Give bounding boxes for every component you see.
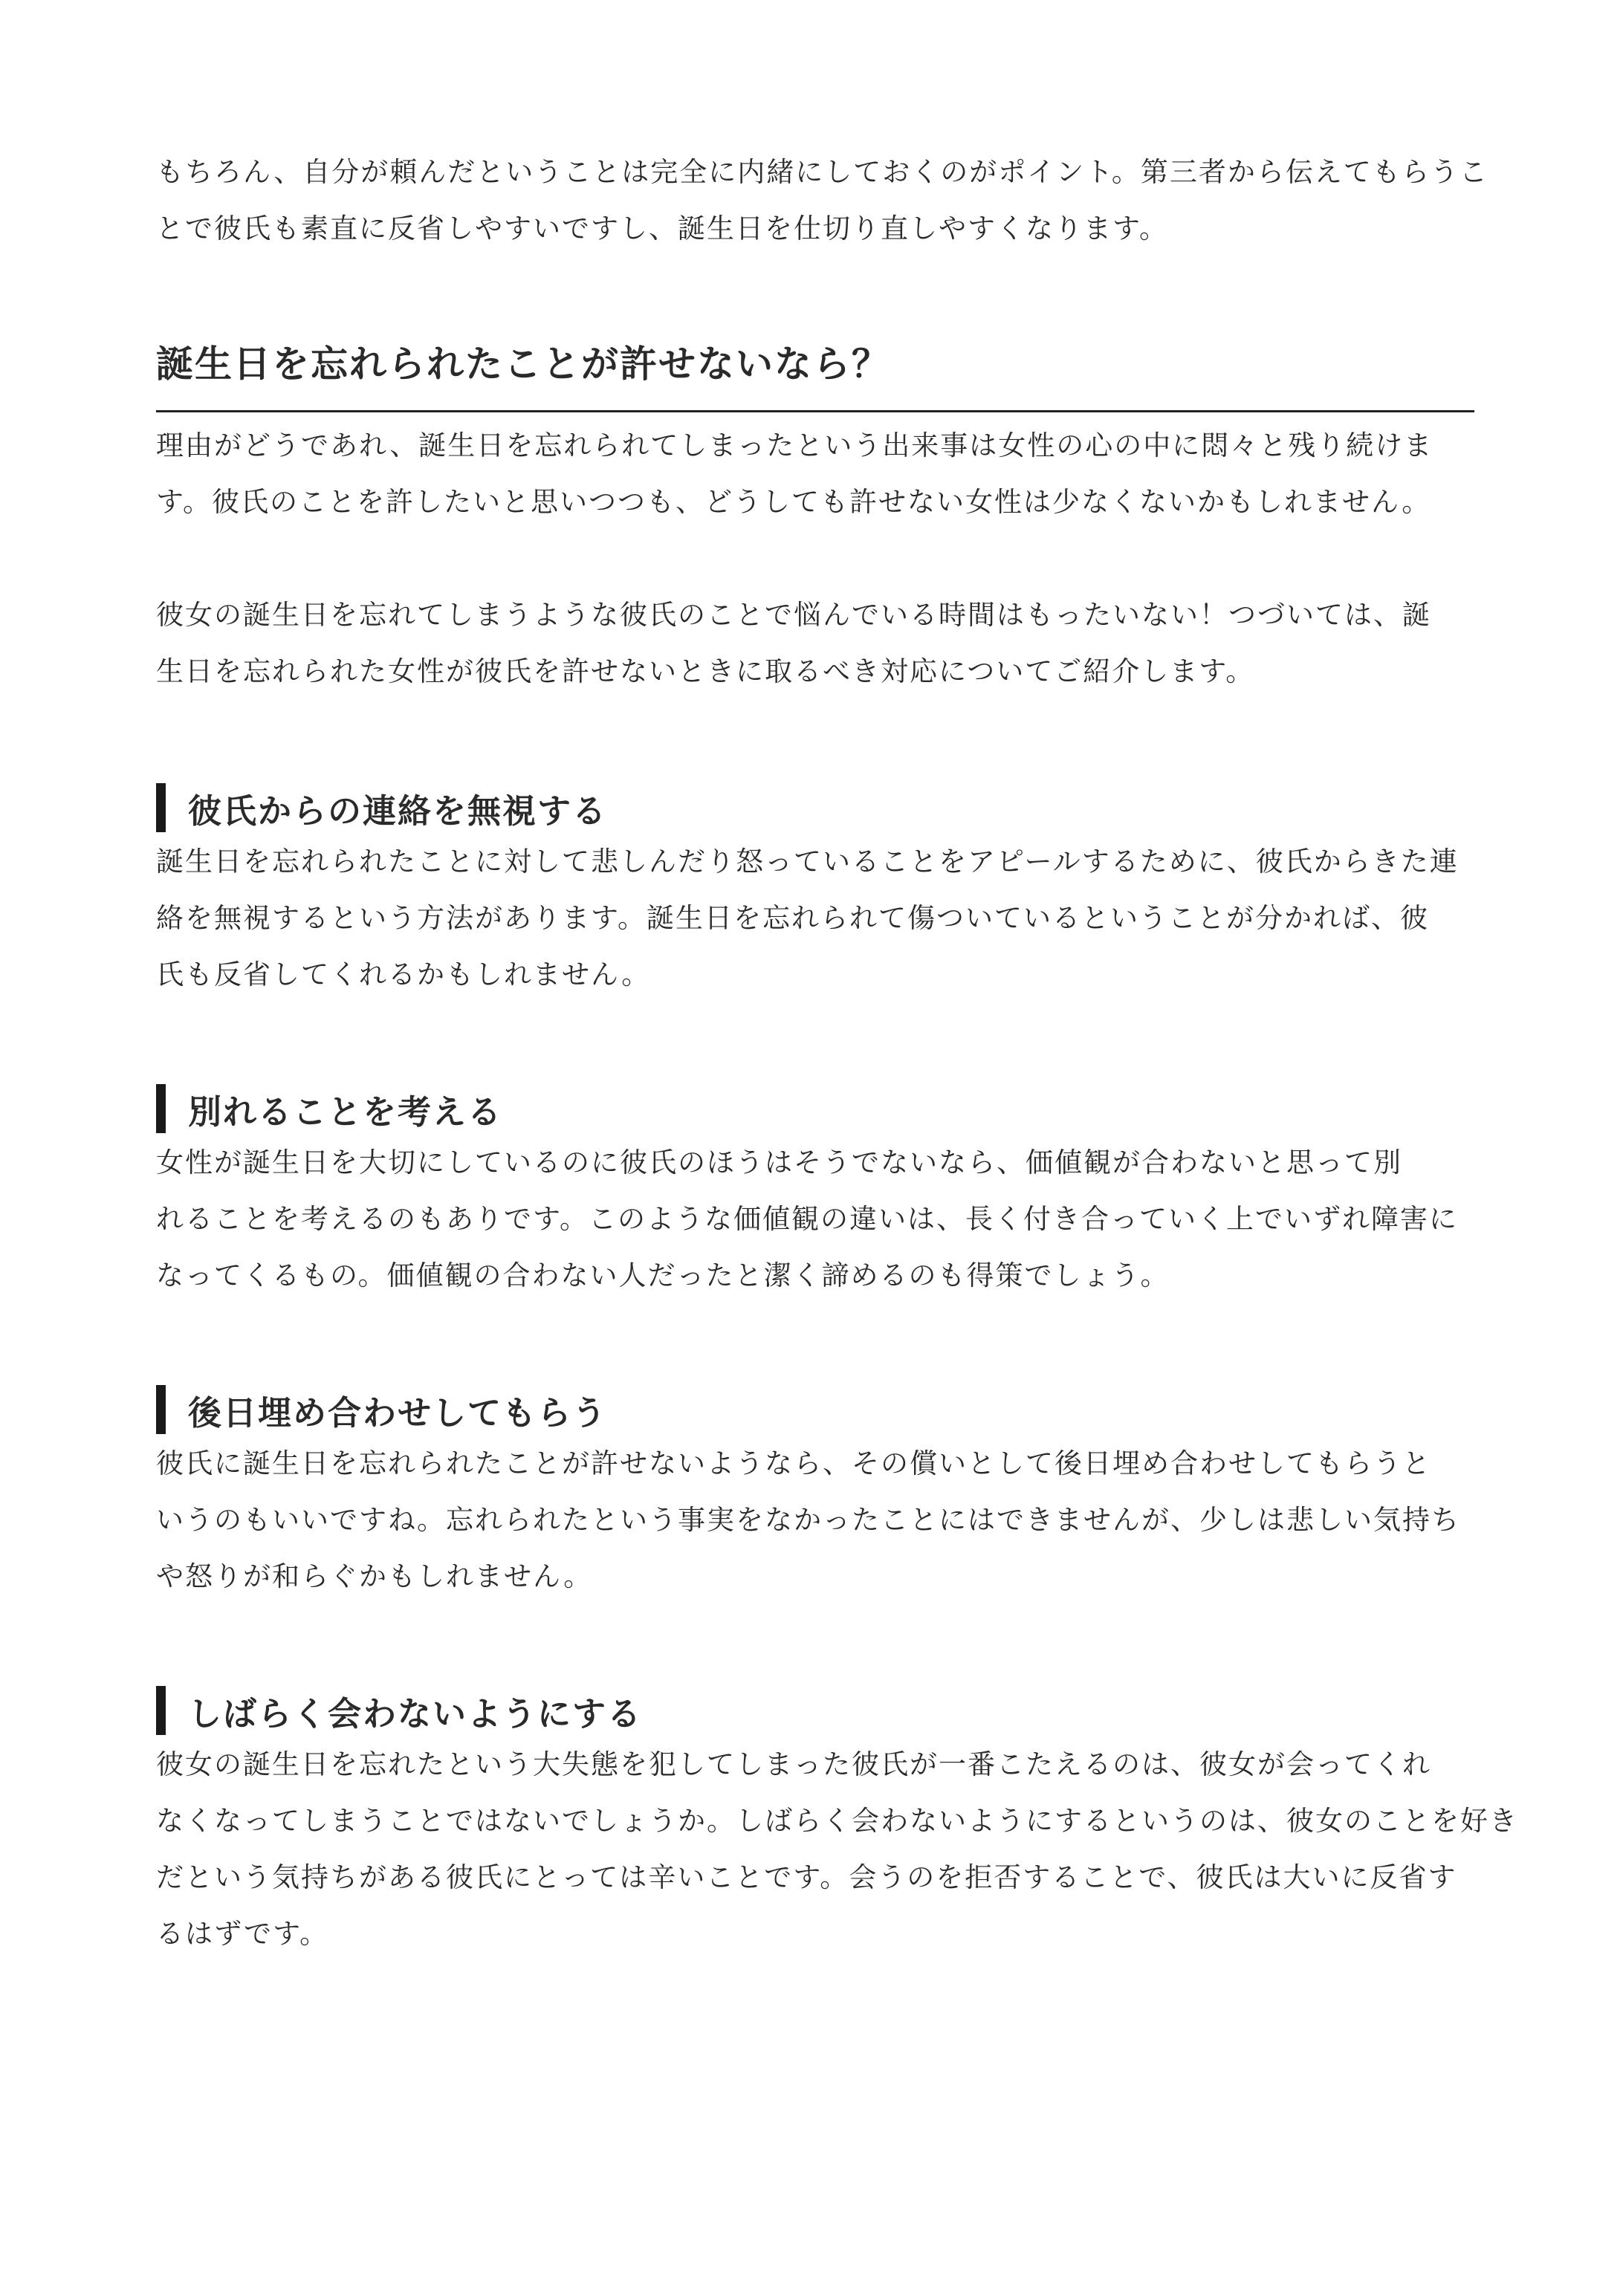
heading-bar xyxy=(156,1084,166,1133)
paragraph-line: 彼氏に誕生日を忘れられたことが許せないようなら、その償いとして後日埋め合わせしてもらうと xyxy=(156,1447,1431,1479)
subsection-title: 彼氏からの連絡を無視する xyxy=(188,791,608,831)
subsection-title: しばらく会わないようにする xyxy=(188,1693,643,1734)
section-heading: 誕生日を忘れられたことが許せないなら？ xyxy=(156,343,890,386)
heading-bar xyxy=(156,1385,166,1434)
paragraph-line: 彼女の誕生日を忘れたという大失態を犯してしまった彼氏が一番こたえるのは、彼女が会ってくれ xyxy=(156,1748,1431,1780)
paragraph-line: るはずです。 xyxy=(156,1918,329,1950)
subsection-heading-avoid-meeting xyxy=(156,1685,642,1736)
subsection-body-ignore-contact xyxy=(156,834,1494,1003)
paragraph-line: なくなってしまうことではないでしょうか。しばらく会わないようにするというのは、彼女のことを好き xyxy=(156,1805,1518,1837)
paragraph-line: れることを考えるのもありです。このような価値観の違いは、長く付き合っていく上でいずれ障害に xyxy=(156,1203,1459,1235)
section-paragraph-1 xyxy=(156,418,1494,531)
intro-line: もちろん、自分が頼んだということは完全に内緒にしておくのがポイント。第三者から伝えてもらうこ xyxy=(156,156,1488,188)
heading-bar xyxy=(156,783,166,832)
subsection-title: 後日埋め合わせしてもらう xyxy=(188,1392,608,1433)
paragraph-line: 彼女の誕生日を忘れてしまうような彼氏のことで悩んでいる時間はもったいない！つづいては、誕 xyxy=(156,599,1431,631)
subsection-title: 別れることを考える xyxy=(188,1092,503,1132)
paragraph-line: いうのもいいですね。忘れられたという事実をなかったことにはできませんが、少しは悲しい気持ち xyxy=(156,1504,1460,1536)
subsection-body-make-up-later xyxy=(156,1436,1494,1605)
heading-underline xyxy=(156,410,1474,412)
paragraph-line: や怒りが和らぐかもしれません。 xyxy=(156,1560,593,1592)
paragraph-line: 氏も反省してくれるかもしれません。 xyxy=(156,959,651,990)
intro-paragraph xyxy=(156,144,1494,257)
paragraph-line: す。彼氏のことを許したいと思いつつも、どうしても許せない女性は少なくないかもしれません。 xyxy=(156,486,1431,518)
section-paragraph-2 xyxy=(156,587,1494,700)
paragraph-line: なってくるもの。価値観の合わない人だったと潔く諦めるのも得策でしょう。 xyxy=(156,1259,1170,1291)
subsection-body-avoid-meeting xyxy=(156,1736,1518,1962)
paragraph-line: 誕生日を忘れられたことに対して悲しんだり怒っていることをアピールするために、彼氏からきた連 xyxy=(156,846,1459,878)
subsection-heading-consider-breakup xyxy=(156,1083,502,1134)
paragraph-line: 生日を忘れられた女性が彼氏を許せないときに取るべき対応についてご紹介します。 xyxy=(156,655,1255,687)
heading-bar xyxy=(156,1686,166,1735)
subsection-body-consider-breakup xyxy=(156,1135,1494,1304)
paragraph-line: 理由がどうであれ、誕生日を忘れられてしまったという出来事は女性の心の中に悶々と残り続けま xyxy=(156,429,1434,461)
paragraph-line: 絡を無視するという方法があります。誕生日を忘れられて傷ついているということが分かれば、彼 xyxy=(156,902,1430,934)
intro-line: とで彼氏も素直に反省しやすいですし、誕生日を仕切り直しやすくなります。 xyxy=(156,213,1169,244)
subsection-heading-make-up-later xyxy=(156,1384,607,1435)
paragraph-line: だという気持ちがある彼氏にとっては辛いことです。会うのを拒否することで、彼氏は大いに反省す xyxy=(156,1861,1457,1893)
subsection-heading-ignore-contact xyxy=(156,782,607,833)
paragraph-line: 女性が誕生日を大切にしているのに彼氏のほうはそうでないなら、価値観が合わないと思って別 xyxy=(156,1147,1402,1178)
